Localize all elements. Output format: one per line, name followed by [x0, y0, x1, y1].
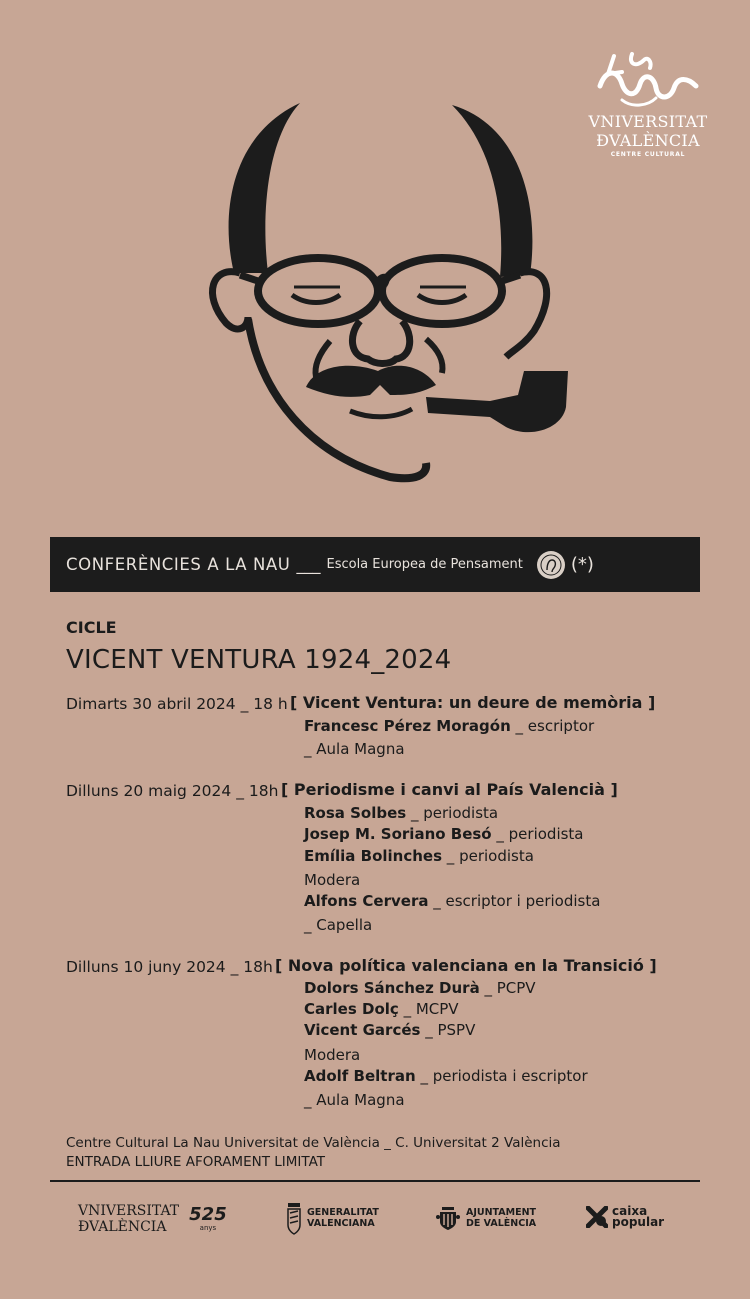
logo-line-2: ÐVALÈNCIA [596, 131, 700, 150]
gv-line-2: VALENCIANA [307, 1218, 375, 1229]
banner-title: CONFERÈNCIES A LA NAU [66, 555, 291, 574]
vicent-ventura-portrait [190, 95, 590, 495]
cycle-label: CICLE [66, 618, 117, 637]
session-1-line-1: Francesc Pérez Moragón _ escriptor [304, 717, 595, 735]
ajuntament-valencia-logo [436, 1205, 536, 1231]
anniversary-525-logo: 525 anys [189, 1204, 227, 1232]
session-1-topic: [ Vicent Ventura: un deure de memòria ] [290, 693, 656, 712]
session-3-line-6: _ Aula Magna [304, 1091, 405, 1109]
footer-uv-line-2: ÐVALÈNCIA [78, 1219, 167, 1235]
session-3-line-3: Vicent Garcés _ PSPV [304, 1021, 476, 1039]
banner-asterisk: (*) [570, 554, 594, 575]
generalitat-shield-icon [287, 1201, 301, 1235]
venue-address: Centre Cultural La Nau Universitat de València _ C. Universitat 2 València [66, 1135, 561, 1151]
la-nau-swirl-icon [592, 50, 704, 112]
cp-line-2: popular [612, 1215, 665, 1229]
session-2-line-6: _ Capella [304, 916, 373, 934]
ajuntament-crest-icon [436, 1205, 460, 1231]
session-3-line-5: Adolf Beltran _ periodista i escriptor [304, 1067, 588, 1085]
session-2-topic: [ Periodisme i canvi al País Valencià ] [281, 780, 618, 799]
session-3-line-4: Modera [304, 1046, 361, 1064]
logo-subtitle: CENTRE CULTURAL [610, 151, 686, 158]
session-1-date: Dimarts 30 abril 2024 _ 18 h [66, 695, 288, 713]
caixa-popular-mark-icon [586, 1206, 608, 1228]
session-1-line-2: _ Aula Magna [304, 740, 405, 758]
banner-separator: ___ [296, 555, 321, 574]
session-2-date: Dilluns 20 maig 2024 _ 18h [66, 782, 279, 800]
banner-subtitle: Escola Europea de Pensament [326, 557, 523, 572]
medal-portrait-icon [537, 551, 565, 579]
caixa-popular-logo [586, 1206, 664, 1228]
session-3-line-2: Carles Dolç _ MCPV [304, 1000, 459, 1018]
session-2-line-2: Josep M. Soriano Besó _ periodista [304, 825, 584, 843]
cycle-title: VICENT VENTURA 1924_2024 [66, 645, 452, 675]
logo-line-1: VNIVERSITAT [588, 112, 708, 131]
aj-line-2: DE VALÈNCIA [466, 1218, 537, 1229]
university-logo [588, 50, 708, 158]
session-3-topic: [ Nova política valenciana en la Transició ] [275, 956, 657, 975]
footer-divider [50, 1180, 700, 1182]
cp-line-1: caixa [612, 1204, 648, 1218]
venue-entry: ENTRADA LLIURE AFORAMENT LIMITAT [66, 1154, 326, 1170]
session-3-date: Dilluns 10 juny 2024 _ 18h [66, 958, 273, 976]
session-3-line-1: Dolors Sánchez Durà _ PCPV [304, 979, 536, 997]
session-2-line-5: Alfons Cervera _ escriptor i periodista [304, 892, 601, 910]
footer-university-logo [78, 1203, 227, 1235]
conference-banner [50, 537, 700, 592]
session-2-line-4: Modera [304, 871, 361, 889]
session-2-line-3: Emília Bolinches _ periodista [304, 847, 534, 865]
generalitat-valenciana-logo [287, 1201, 379, 1235]
footer-uv-line-1: VNIVERSITAT [78, 1203, 180, 1219]
session-2-line-1: Rosa Solbes _ periodista [304, 804, 499, 822]
gv-line-1: GENERALITAT [307, 1207, 379, 1218]
aj-line-1: AJUNTAMENT [466, 1207, 537, 1218]
